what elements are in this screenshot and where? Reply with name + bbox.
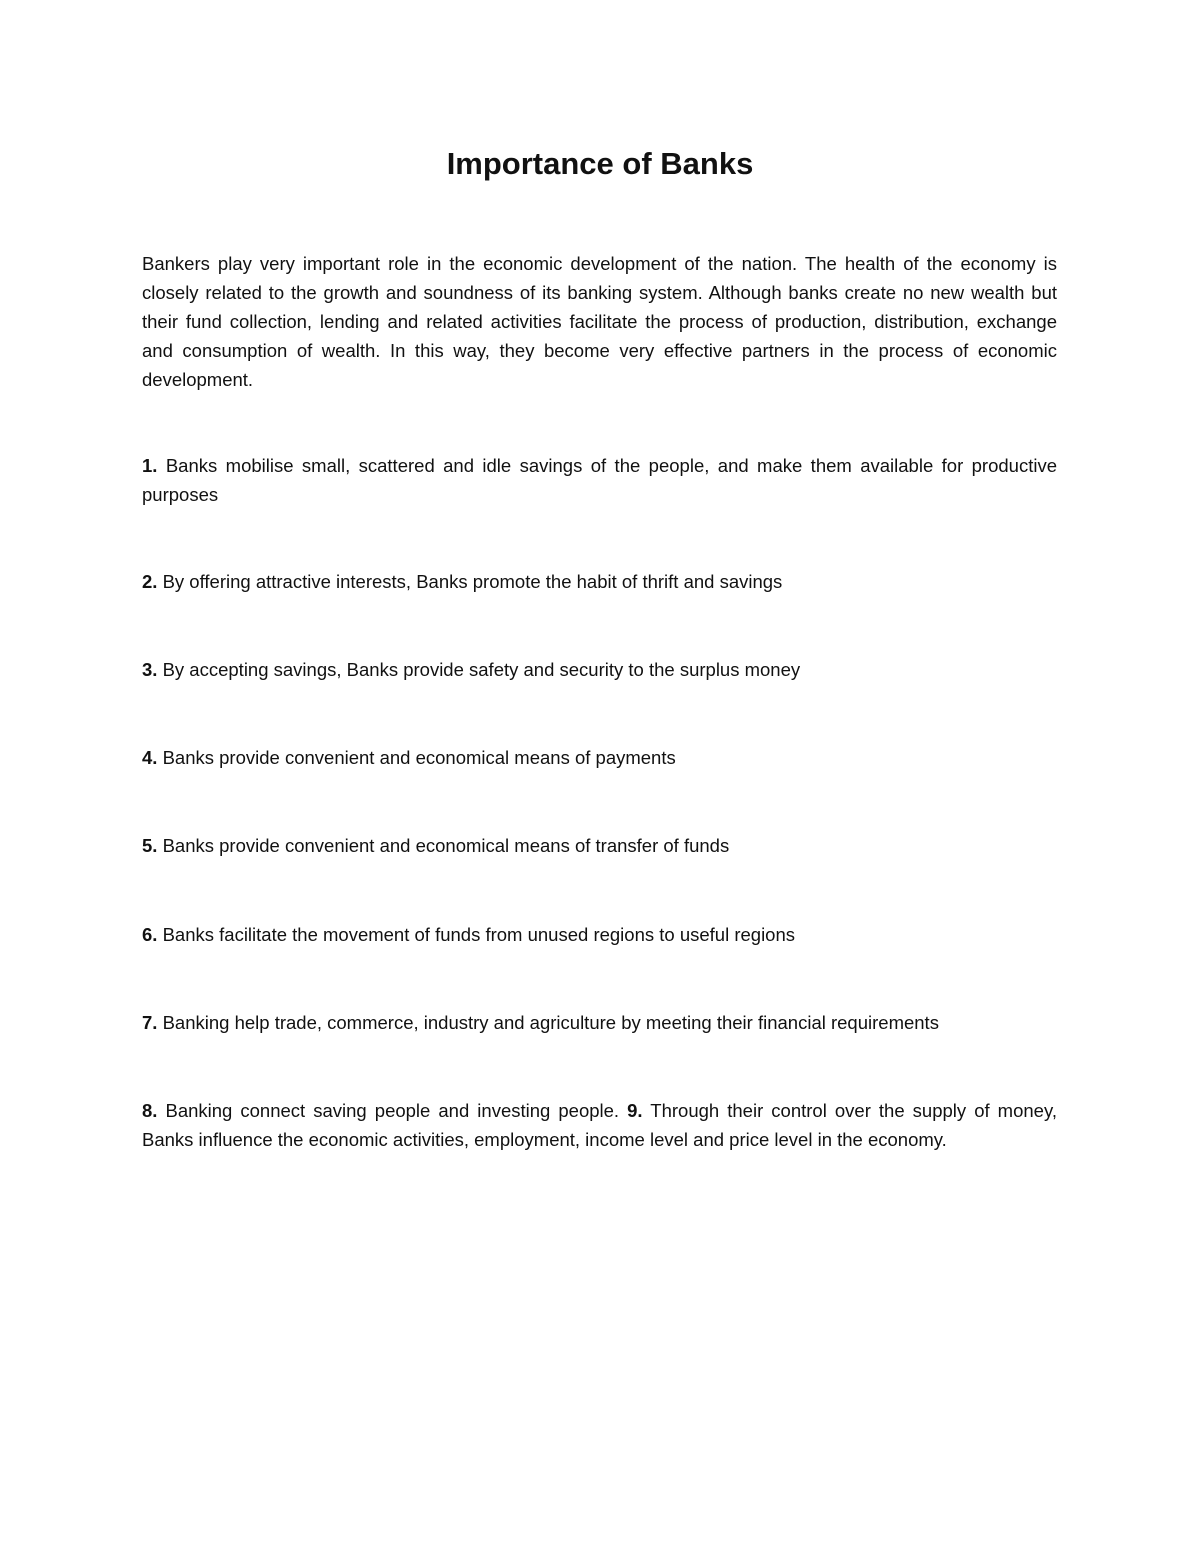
intro-paragraph: Bankers play very important role in the economic development of the nation. The health of the economy is closely related to the growth and soundness of its banking system. Although banks create no new wealth but their fund collection, lending and related activities facilitate the process of production, distribution, exchange and consumption of wealth. In this way, they become very effective partners in the process of economic development.: [142, 253, 1057, 390]
list-item-text: Banking help trade, commerce, industry and agriculture by meeting their financial requirements: [157, 1012, 939, 1033]
list-item-number: 9.: [627, 1100, 643, 1121]
list-item-number: 3.: [142, 659, 158, 680]
list-item-text: Banks provide convenient and economical means of transfer of funds: [157, 835, 730, 856]
list-item-6: [142, 920, 1057, 949]
list-item-5: [142, 831, 1057, 860]
list-item-2: [142, 567, 1057, 596]
list-item-number: 8.: [142, 1100, 158, 1121]
list-item-number: 6.: [142, 924, 158, 945]
list-item-7: [142, 1008, 1057, 1037]
list-item-text: Banks mobilise small, scattered and idle savings of the people, and make them available for productive purposes: [142, 455, 1057, 505]
document-title: Importance of Banks: [446, 146, 754, 181]
list-item-text: By accepting savings, Banks provide safety and security to the surplus money: [157, 659, 801, 680]
list-item-text: Through their control over the supply of money, Banks influence the economic activities, employment, income level and price level in the economy.: [142, 1100, 1057, 1150]
list-item-4: [142, 743, 1057, 772]
list-item-number: 2.: [142, 571, 158, 592]
list-item-text: Banks facilitate the movement of funds from unused regions to useful regions: [157, 924, 796, 945]
list-item-text: Banking connect saving people and investing people.: [157, 1100, 628, 1121]
list-item-text: By offering attractive interests, Banks promote the habit of thrift and savings: [157, 571, 783, 592]
list-item-number: 5.: [142, 835, 158, 856]
list-item-1: [142, 451, 1057, 509]
list-item-number: 1.: [142, 455, 158, 476]
list-item-3: [142, 655, 1057, 684]
list-item-text: Banks provide convenient and economical means of payments: [157, 747, 676, 768]
list-item-number: 7.: [142, 1012, 158, 1033]
list-item-8: [142, 1096, 1057, 1154]
list-item-number: 4.: [142, 747, 158, 768]
